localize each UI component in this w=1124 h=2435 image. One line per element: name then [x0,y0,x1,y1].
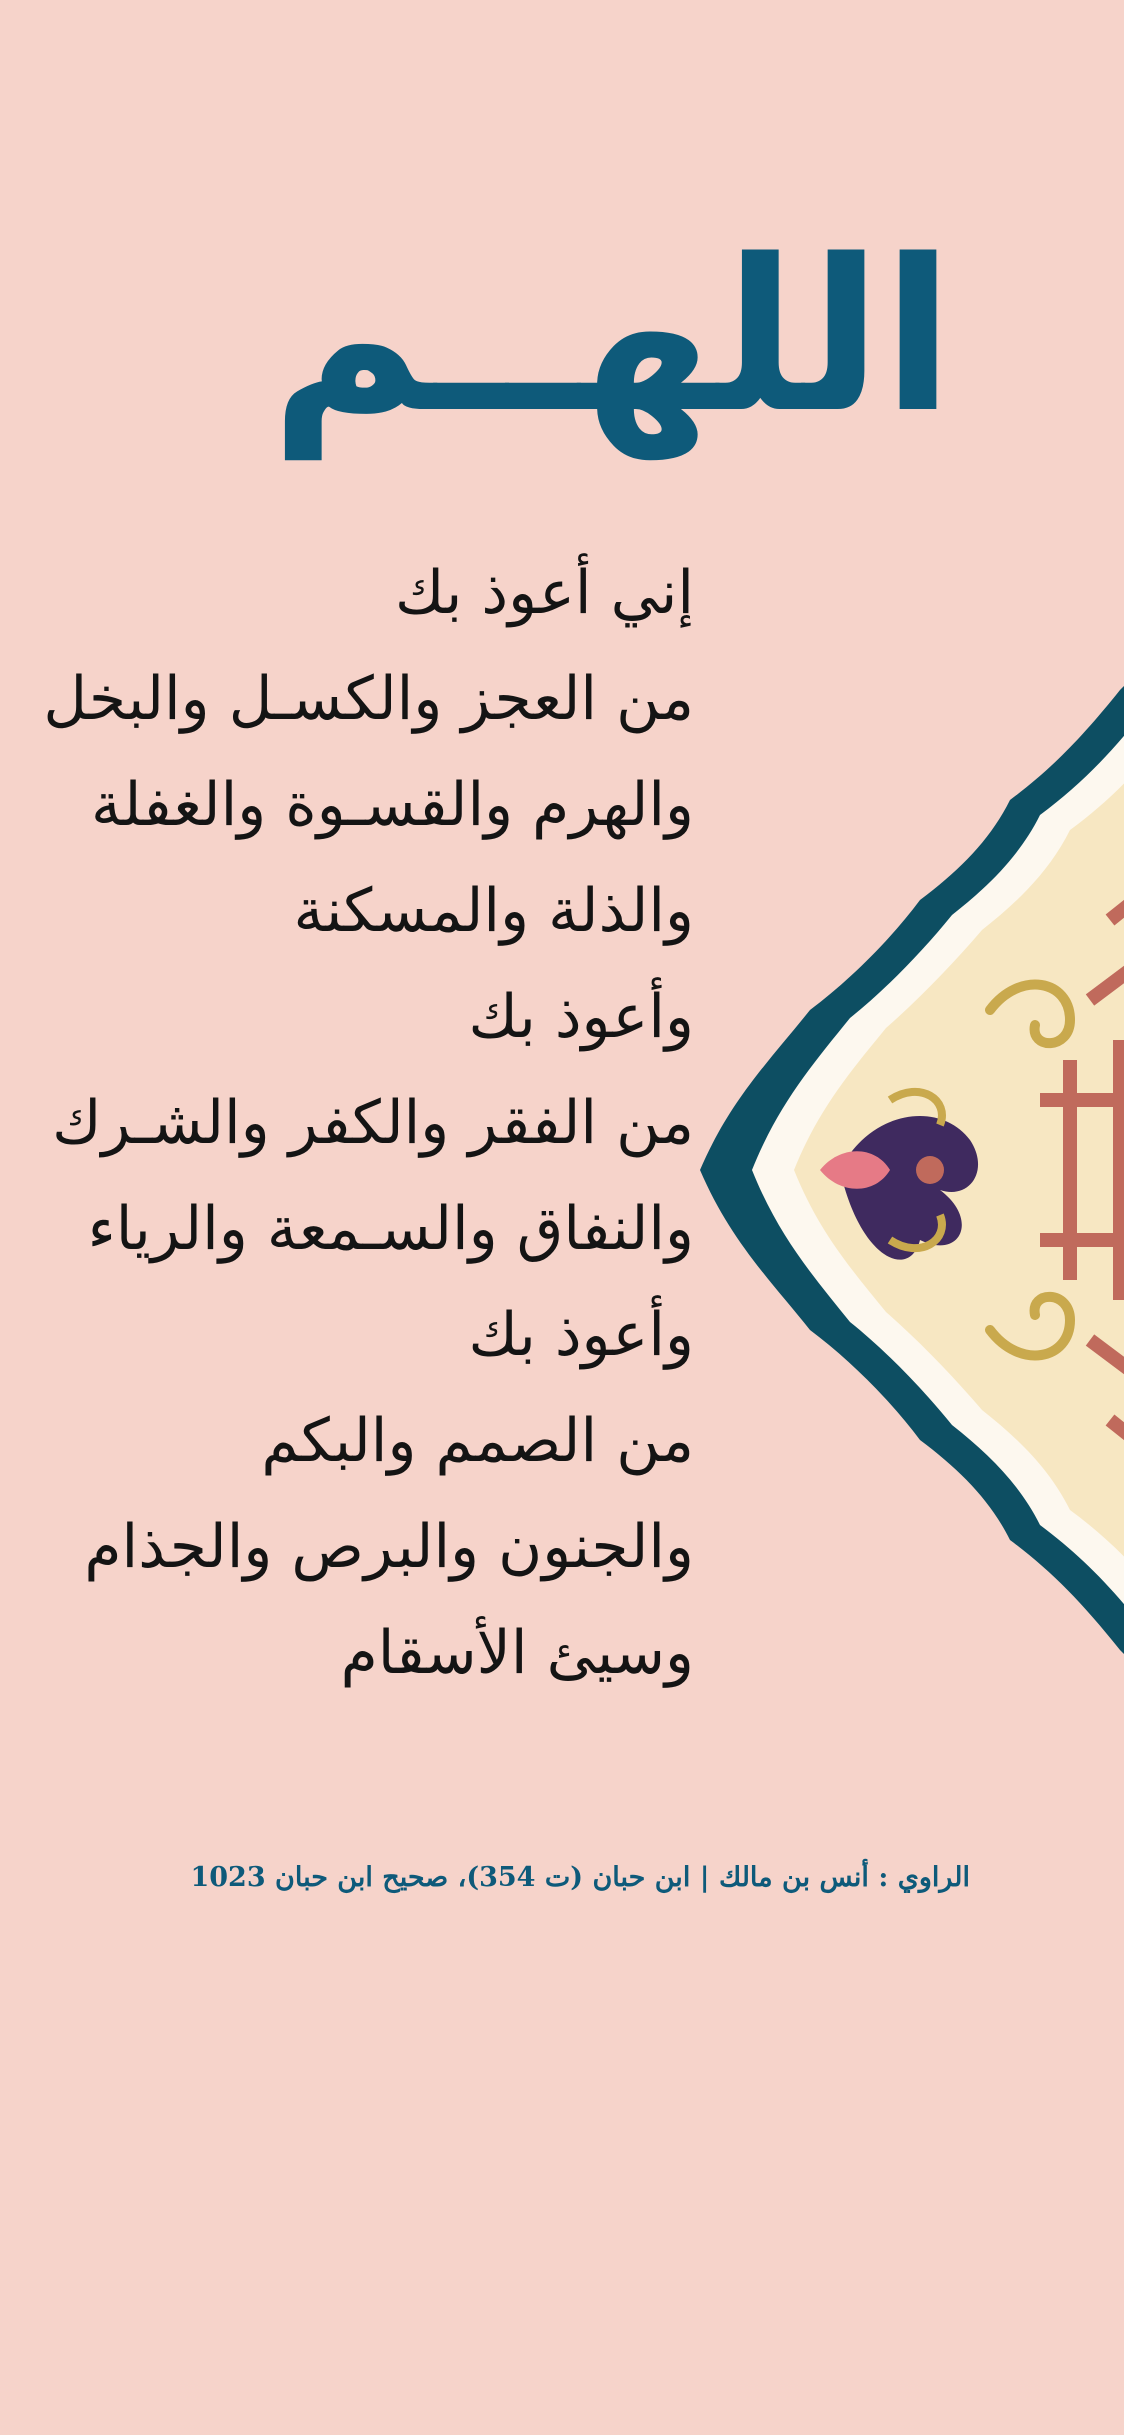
narrator-citation: الراوي : أنس بن مالك | ابن حبان (ت 354)، صحيح ابن حبان 1023 [190,1862,970,1893]
dua-line: من العجز والكسـل والبخل [43,664,694,734]
dua-line: والنفاق والسـمعة والرياء [87,1194,694,1264]
dua-line: والهرم والقسـوة والغفلة [90,770,694,840]
dua-line: إني أعوذ بك [395,558,694,628]
dua-line: والذلة والمسكنة [293,876,694,946]
dua-line: وسيئ الأسقام [340,1618,694,1688]
dua-line: والجنون والبرص والجذام [84,1512,694,1582]
dua-line: وأعوذ بك [468,1300,694,1370]
page-title: اللهــم [270,214,954,459]
dua-line: من الفقر والكفر والشـرك [52,1088,694,1158]
ornament-medallion [690,540,1124,1800]
dua-text [14,540,694,1706]
dua-line: من الصمم والبكم [261,1406,694,1476]
dua-line: وأعوذ بك [468,982,694,1052]
